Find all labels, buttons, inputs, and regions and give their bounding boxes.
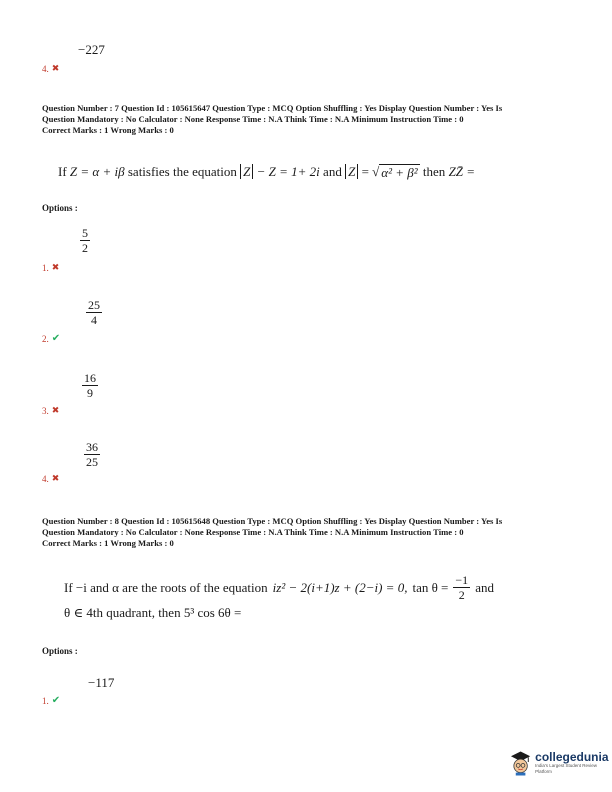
option-number-label: 1.: [42, 695, 49, 706]
sqrt-icon: √: [372, 164, 380, 179]
numerator: −1: [455, 573, 469, 587]
option-number-label: 2.: [42, 333, 49, 344]
q7-option1-number: [42, 263, 59, 273]
denominator: 9: [87, 386, 93, 400]
q7-meta-line3: Correct Marks : 1 Wrong Marks : 0: [42, 125, 174, 135]
prev-option-value: −227: [78, 42, 105, 57]
q8-meta-line2: Question Mandatory : No Calculator : None Response Time : N.A Think Time : N.A Minimum Instruction Time : 0: [42, 527, 464, 537]
numerator: 25: [88, 298, 100, 312]
q7-option3-fraction: [82, 371, 98, 400]
q8-tan-fraction: [453, 573, 470, 602]
prev-option-number: [42, 64, 59, 74]
q8-option1-value: −117: [88, 675, 115, 690]
q7-option4-number: [42, 474, 59, 484]
logo-name: collegedunia: [535, 750, 609, 764]
q7-eq-sign: =: [361, 164, 369, 179]
q7-eq-rest: − Z = 1+ 2i: [256, 164, 320, 179]
q7-option1-fraction: [80, 226, 90, 255]
q8-line1-tan: tan θ =: [412, 579, 449, 595]
graduate-mascot-icon: [510, 750, 531, 776]
option-number-label: 4.: [42, 474, 49, 484]
q8-options-label: Options :: [42, 646, 78, 656]
denominator: 2: [458, 588, 465, 602]
q7-sqrt: [372, 164, 420, 181]
q8-question-line2: θ ∈ 4th quadrant, then 5³ cos 6θ =: [64, 605, 242, 620]
q8-meta: [42, 516, 502, 549]
q8-meta-line1: Question Number : 8 Question Id : 105615648 Question Type : MCQ Option Shuffling : Yes Display Question Number : Yes Is: [42, 516, 503, 526]
wrong-mark-icon: ✖: [51, 263, 60, 273]
q8-line1-a: If −i and α are the roots of the equation: [64, 579, 268, 595]
correct-check-icon: ✔: [51, 333, 61, 344]
q7-option2-number: [42, 333, 60, 344]
q7-options-label: Options :: [42, 203, 78, 213]
q7-meta-line1: Question Number : 7 Question Id : 105615647 Question Type : MCQ Option Shuffling : Yes Display Question Number : Yes Is: [42, 103, 503, 113]
correct-check-icon: ✔: [51, 695, 61, 706]
logo-tagline: India's Largest Student Review Platform: [535, 763, 598, 774]
logo-text: [535, 751, 612, 775]
q7-option2-fraction: [86, 298, 102, 327]
denominator: 2: [82, 241, 88, 255]
wrong-mark-icon: ✖: [51, 406, 60, 416]
q8-option1-number: [42, 695, 60, 706]
numerator: 36: [86, 440, 98, 454]
q7-meta: [42, 103, 502, 136]
denominator: 25: [86, 455, 98, 469]
q7-meta-line2: Question Mandatory : No Calculator : None Response Time : N.A Think Time : N.A Minimum Instruction Time : 0: [42, 114, 464, 124]
q7-var: Z = α + iβ: [69, 164, 125, 179]
q8-question-line1: [64, 573, 494, 602]
numerator: 16: [84, 371, 96, 385]
option-number-label: 3.: [42, 406, 49, 416]
q7-and: and: [323, 164, 342, 179]
q7-prefix: If: [58, 164, 67, 179]
q7-option3-number: [42, 406, 59, 416]
option-number-label: 4.: [42, 64, 49, 74]
wrong-mark-icon: ✖: [51, 474, 60, 484]
q8-meta-line3: Correct Marks : 1 Wrong Marks : 0: [42, 538, 174, 548]
q7-mid: satisfies the equation: [127, 164, 237, 179]
numerator: 5: [82, 226, 88, 240]
q7-sqrt-content: α² + β²: [381, 165, 418, 180]
q7-question: [58, 164, 475, 181]
q7-abs-z2: Z: [345, 164, 358, 179]
wrong-mark-icon: ✖: [51, 64, 60, 74]
q8-line1-eq: iz² − 2(i+1)z + (2−i) = 0,: [272, 579, 408, 595]
option-number-label: 1.: [42, 263, 49, 273]
q7-product: ZZ̄ =: [448, 164, 476, 179]
denominator: 4: [91, 313, 97, 327]
q8-line1-and: and: [475, 579, 494, 595]
collegedunia-logo: [510, 750, 612, 776]
q7-then: then: [422, 164, 446, 179]
q7-option4-fraction: [84, 440, 100, 469]
q7-abs-z: Z: [240, 164, 253, 179]
